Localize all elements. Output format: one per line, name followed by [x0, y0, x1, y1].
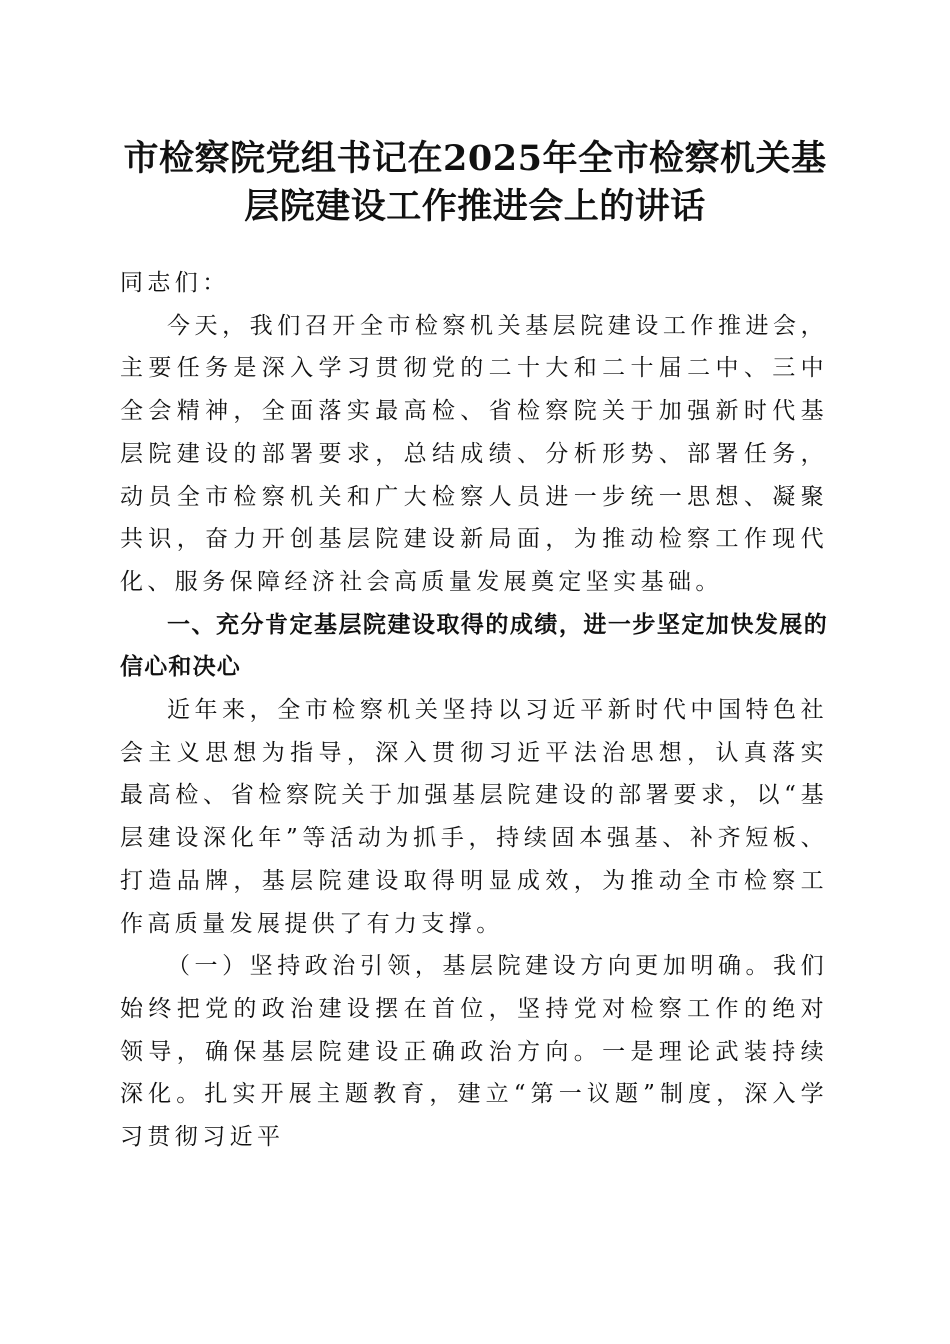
title-line-1: 市检察院党组书记在2025年全市检察机关基: [123, 138, 827, 179]
section-1-heading: 一、充分肯定基层院建设取得的成绩，进一步坚定加快发展的信心和决心: [120, 611, 828, 681]
intro-paragraph: 今天，我们召开全市检察机关基层院建设工作推进会，主要任务是深入学习贯彻党的二十大和二十届二中、三中全会精神，全面落实最高检、省检察院关于加强新时代基层院建设的部署要求，总结成绩、分析形势、部署任务，动员全市检察机关和广大检察人员进一步统一思想、凝聚共识，奋力开创基层院建设新局面，为推动检察工作现代化、服务保障经济社会高质量发展奠定坚实基础。: [120, 312, 828, 595]
greeting: 同志们：: [120, 270, 230, 296]
section-1-paragraph: 近年来，全市检察机关坚持以习近平新时代中国特色社会主义思想为指导，深入贯彻习近平法治思想，认真落实最高检、省检察院关于加强基层院建设的部署要求，以“基层建设深化年”等活动为抓手，持续固本强基、补齐短板、打造品牌，基层院建设取得明显成效，为推动全市检察工作高质量发展提供了有力支撑。: [120, 697, 828, 937]
title-line-2: 层院建设工作推进会上的讲话: [244, 186, 706, 227]
document-body: [120, 262, 828, 1159]
subsection-1-paragraph: （一）坚持政治引领，基层院建设方向更加明确。我们始终把党的政治建设摆在首位，坚持党对检察工作的绝对领导，确保基层院建设正确政治方向。一是理论武装持续深化。扎实开展主题教育，建立“第一议题”制度，深入学习贯彻习近平: [120, 953, 828, 1151]
document-title: [110, 135, 840, 231]
